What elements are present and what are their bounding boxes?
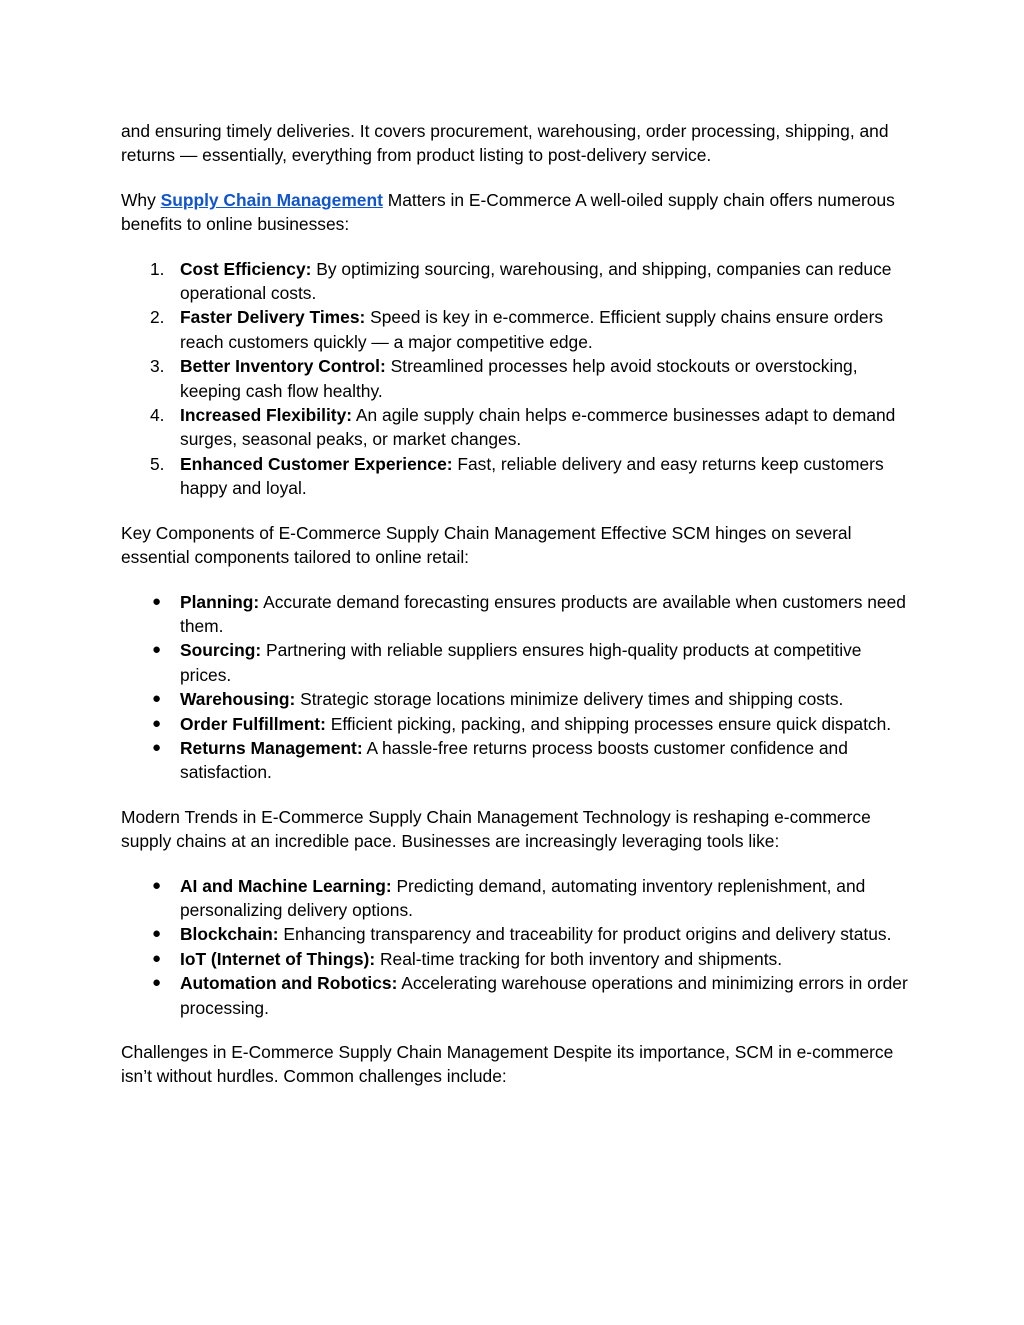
- bullet-icon: ●: [152, 738, 162, 756]
- item-text: Accelerating warehouse operations and minimizing errors in order processing.: [180, 973, 908, 1018]
- bullet-icon: ●: [152, 925, 162, 943]
- list-item: [121, 736, 911, 785]
- item-text: Accurate demand forecasting ensures products are available when customers need them.: [180, 591, 906, 636]
- list-item: [121, 922, 911, 946]
- why-suffix: Matters in E-Commerce A well-oiled supply chain offers numerous benefits to online businesses:: [121, 189, 895, 235]
- challenges-intro-paragraph: Challenges in E-Commerce Supply Chain Management Despite its importance, SCM in e-commerce isn’t without hurdles. Common challenges include:: [121, 1042, 894, 1087]
- components-intro-paragraph: Key Components of E-Commerce Supply Chain Management Effective SCM hinges on several essential components tailored to online retail:: [121, 522, 852, 568]
- item-text: Enhancing transparency and traceability for product origins and delivery status.: [278, 924, 892, 945]
- list-item: [121, 971, 911, 1020]
- document-page: [121, 119, 911, 1109]
- item-title: AI and Machine Learning:: [180, 875, 392, 896]
- list-number: 5.: [150, 453, 165, 474]
- item-text: Efficient picking, packing, and shipping processes ensure quick dispatch.: [325, 713, 892, 734]
- bullet-icon: ●: [152, 876, 162, 894]
- item-text: Predicting demand, automating inventory replenishment, and personalizing delivery options.: [180, 875, 866, 920]
- item-title: Better Inventory Control:: [180, 356, 386, 377]
- item-text: A hassle-free returns process boosts customer confidence and satisfaction.: [180, 737, 848, 783]
- why-scm-paragraph: [121, 188, 911, 237]
- item-text: Partnering with reliable suppliers ensures high-quality products at competitive prices.: [180, 640, 862, 685]
- list-item: [121, 452, 911, 501]
- components-list: [121, 590, 911, 785]
- item-title: Sourcing:: [180, 640, 262, 661]
- item-title: Planning:: [180, 591, 260, 612]
- item-text: Fast, reliable delivery and easy returns keep customers happy and loyal.: [180, 453, 884, 499]
- item-text: Streamlined processes help avoid stockouts or overstocking, keeping cash flow healthy.: [180, 356, 858, 401]
- list-item: [121, 354, 911, 403]
- item-text: An agile supply chain helps e-commerce businesses adapt to demand surges, seasonal peaks, or market changes.: [180, 405, 896, 450]
- benefits-list: [121, 257, 911, 501]
- bullet-icon: ●: [152, 714, 162, 732]
- trends-list: [121, 874, 911, 1020]
- list-item: [121, 687, 911, 711]
- item-title: Returns Management:: [180, 737, 363, 758]
- list-item: [121, 638, 911, 687]
- why-prefix: Why: [121, 189, 161, 210]
- bullet-icon: ●: [152, 641, 162, 659]
- list-item: [121, 305, 911, 354]
- list-item: [121, 257, 911, 306]
- list-item: [121, 403, 911, 452]
- item-title: Order Fulfillment:: [180, 713, 326, 734]
- item-text: Speed is key in e-commerce. Efficient supply chains ensure orders reach customers quickly — a major competitive edge.: [180, 307, 884, 352]
- bullet-icon: ●: [152, 974, 162, 992]
- list-number: 4.: [150, 405, 165, 426]
- item-title: Enhanced Customer Experience:: [180, 453, 453, 474]
- list-item: [121, 590, 911, 639]
- list-number: 1.: [150, 258, 165, 279]
- item-title: Cost Efficiency:: [180, 258, 312, 279]
- item-title: Increased Flexibility:: [180, 405, 353, 426]
- item-text: Strategic storage locations minimize delivery times and shipping costs.: [295, 689, 844, 710]
- bullet-icon: ●: [152, 690, 162, 708]
- bullet-icon: ●: [152, 949, 162, 967]
- list-number: 3.: [150, 356, 165, 377]
- item-title: IoT (Internet of Things):: [180, 948, 376, 969]
- supply-chain-management-link[interactable]: Supply Chain Management: [160, 189, 383, 210]
- trends-intro-paragraph: Modern Trends in E-Commerce Supply Chain Management Technology is reshaping e-commerce supply chains at an incredible pace. Businesses are increasingly leveraging tools like:: [121, 806, 871, 852]
- list-number: 2.: [150, 307, 165, 328]
- list-item: [121, 947, 911, 971]
- bullet-icon: ●: [152, 592, 162, 610]
- item-title: Blockchain:: [180, 924, 279, 945]
- item-text: By optimizing sourcing, warehousing, and shipping, companies can reduce operational costs.: [180, 258, 892, 304]
- item-title: Warehousing:: [180, 689, 296, 710]
- intro-paragraph: and ensuring timely deliveries. It covers procurement, warehousing, order processing, shipping, and returns — essentially, everything from product listing to post-delivery service.: [121, 121, 889, 166]
- list-item: [121, 874, 911, 923]
- item-title: Automation and Robotics:: [180, 973, 398, 994]
- list-item: [121, 712, 911, 736]
- item-title: Faster Delivery Times:: [180, 307, 366, 328]
- item-text: Real-time tracking for both inventory and shipments.: [375, 948, 783, 969]
